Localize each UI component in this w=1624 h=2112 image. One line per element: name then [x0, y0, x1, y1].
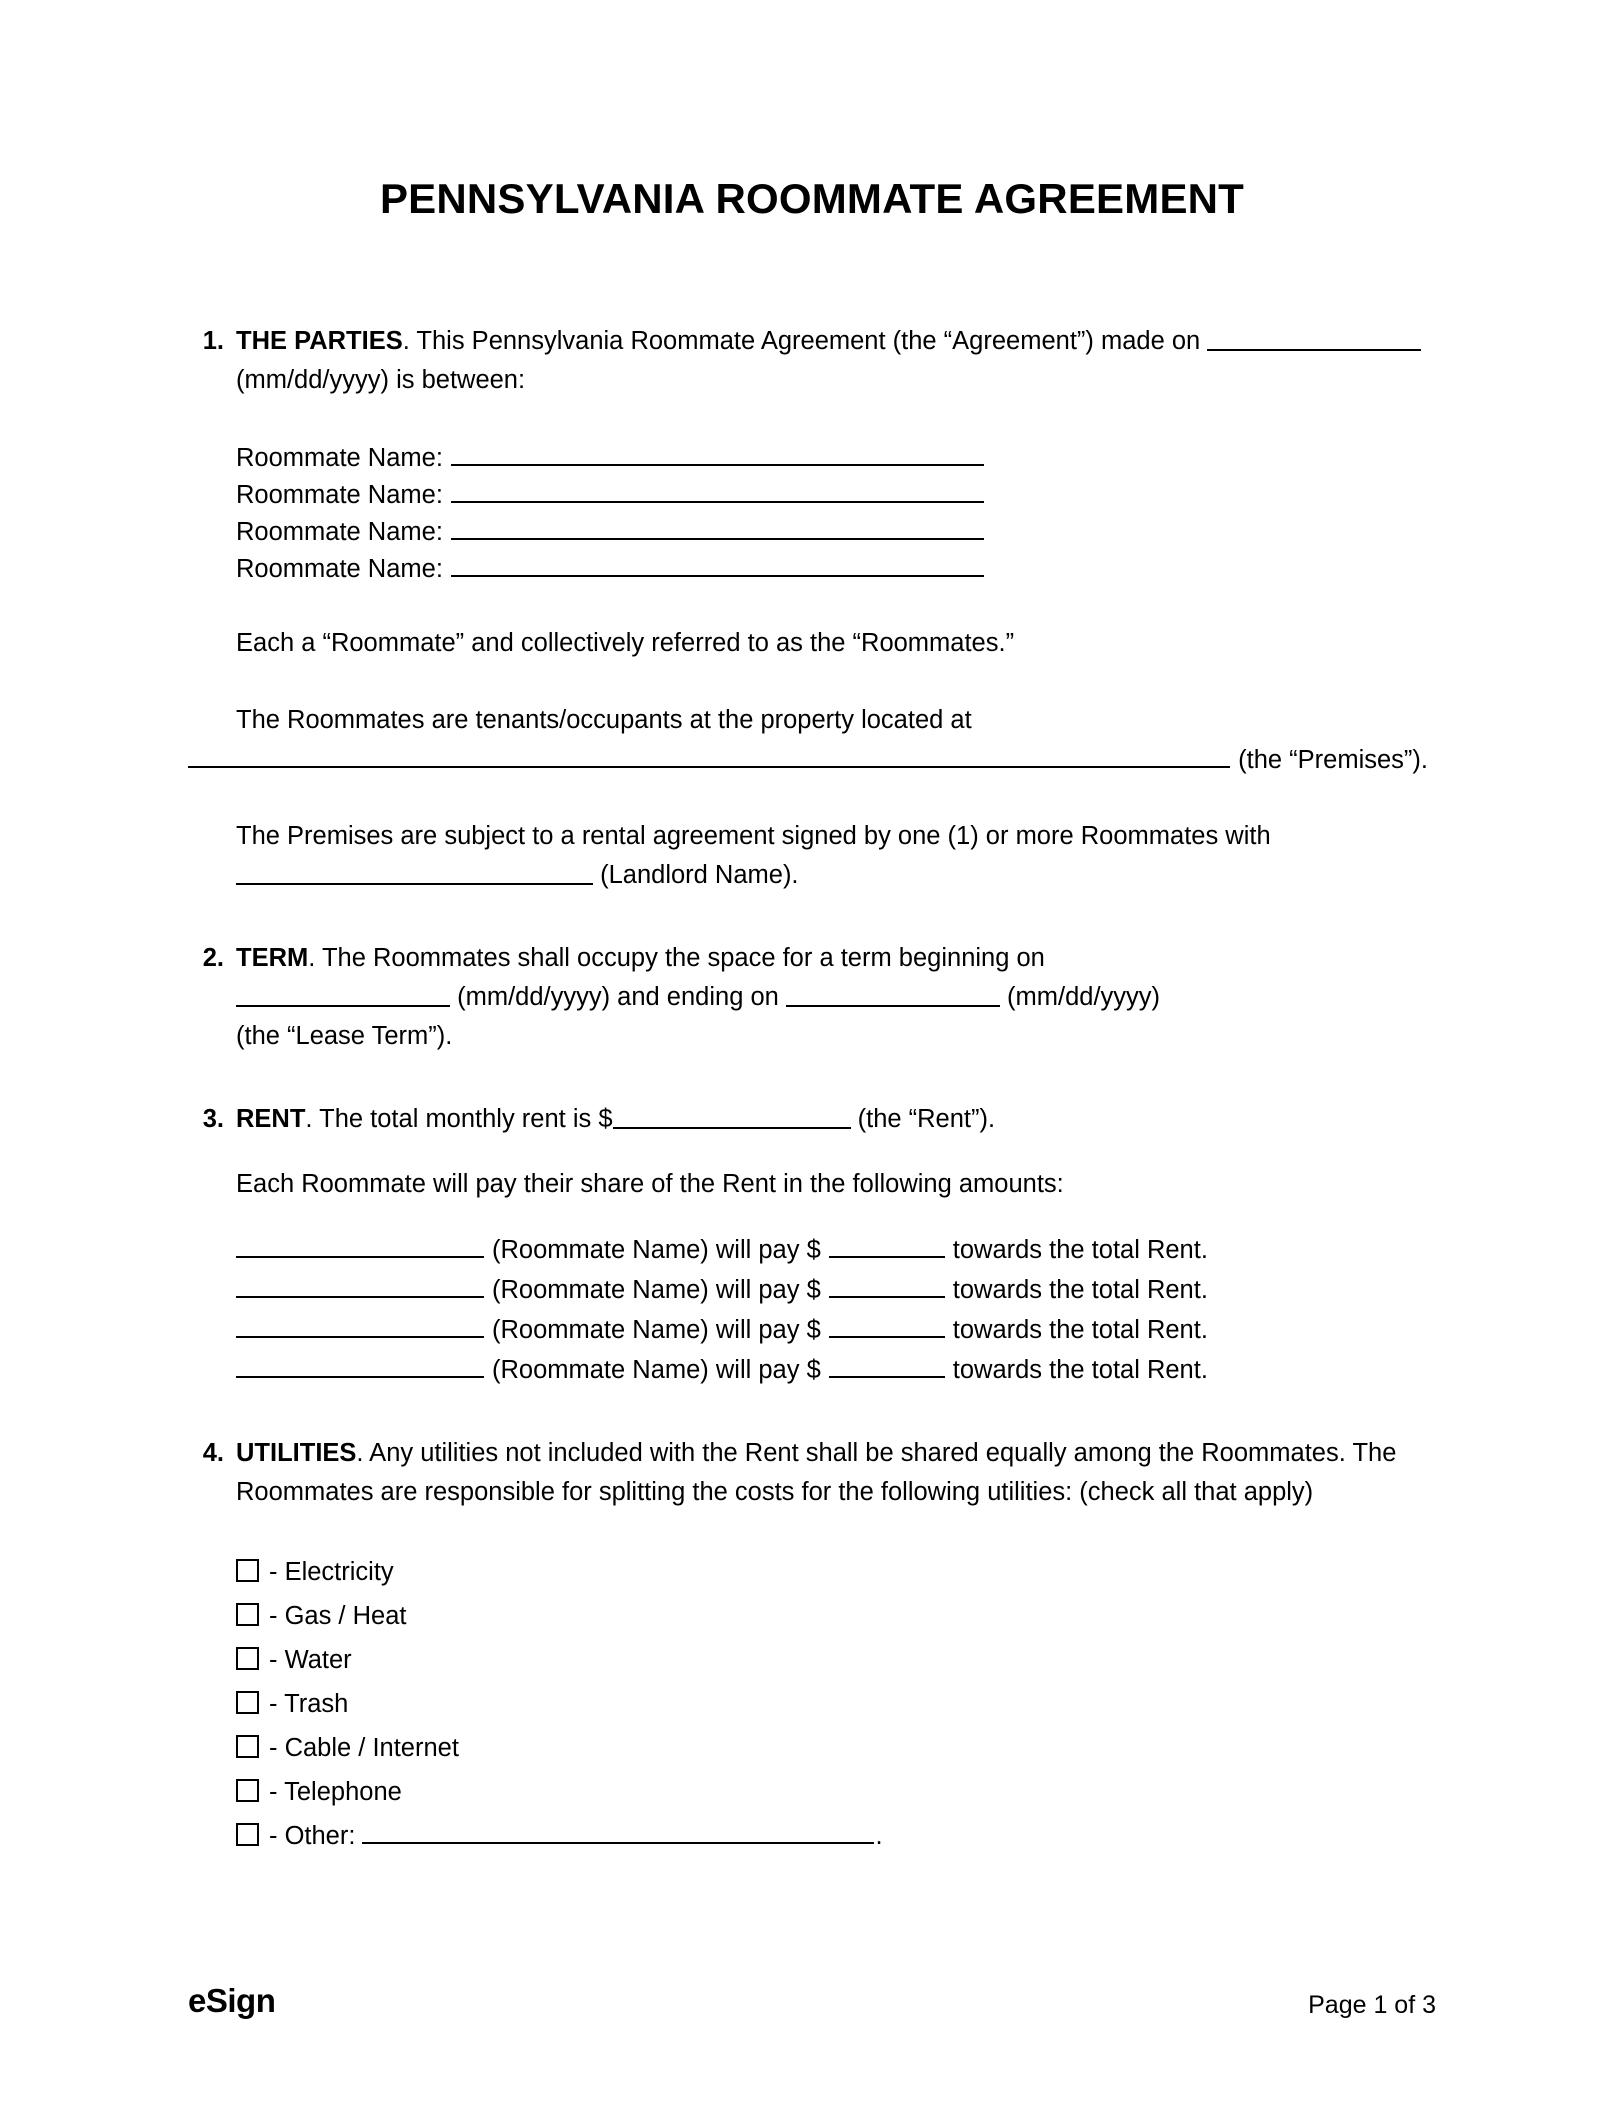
roommate-name-row-4	[236, 549, 1428, 586]
rent-split-list	[188, 1230, 1428, 1390]
checkbox-icon[interactable]	[236, 1647, 259, 1670]
agreement-date-format: (mm/dd/yyyy) is between:	[236, 366, 526, 394]
clause-utilities	[188, 1434, 1428, 1512]
spacer	[188, 400, 1428, 438]
spacer	[188, 895, 1428, 939]
term-dates-row	[188, 978, 1428, 1017]
spacer	[188, 1056, 1428, 1100]
premises-tail: (the “Premises”).	[1238, 746, 1428, 774]
roommate-name-input-3[interactable]	[451, 512, 984, 540]
rent-split-row	[236, 1350, 1428, 1390]
agreement-date-input[interactable]	[1207, 322, 1421, 351]
page-footer	[188, 1982, 1436, 2020]
premises-intro: The Roommates are tenants/occupants at the property located at	[236, 706, 972, 734]
clause-number: 3.	[202, 1105, 224, 1133]
utility-other-period: .	[875, 1822, 883, 1850]
rent-split-amount-input-2[interactable]	[829, 1270, 945, 1298]
spacer	[188, 1139, 1428, 1165]
checkbox-icon[interactable]	[236, 1779, 259, 1802]
roommate-name-row-3	[236, 512, 1428, 549]
roommate-name-input-4[interactable]	[451, 549, 984, 577]
clause-heading: TERM	[236, 944, 309, 972]
landlord-tail: (Landlord Name).	[600, 861, 799, 889]
utility-option-label: - Cable / Internet	[269, 1734, 459, 1762]
rent-split-amount-input-1[interactable]	[829, 1230, 945, 1258]
clause-heading: RENT	[236, 1105, 306, 1133]
utility-option-label: - Electricity	[269, 1558, 394, 1586]
clause-rent	[188, 1100, 1428, 1139]
roommate-names-list	[188, 438, 1428, 586]
clause-text	[236, 939, 1428, 978]
utility-option-label: - Gas / Heat	[269, 1602, 407, 1630]
rent-split-name-input-2[interactable]	[236, 1270, 484, 1298]
landlord-intro: The Premises are subject to a rental agreement signed by one (1) or more Roommates with	[236, 822, 1271, 850]
document-body	[188, 322, 1428, 1858]
clause-number: 1.	[202, 327, 224, 355]
collective-definition: Each a “Roommate” and collectively referred to as the “Roommates.”	[236, 629, 1015, 657]
utility-option-label: - Trash	[269, 1690, 349, 1718]
utilities-checkbox-list	[188, 1550, 1428, 1858]
clause-text	[236, 322, 1428, 400]
total-rent-input[interactable]	[613, 1100, 851, 1129]
landlord-row	[188, 856, 1428, 895]
checkbox-icon[interactable]	[236, 1603, 259, 1626]
rent-split-row	[236, 1230, 1428, 1270]
clause-text	[236, 1434, 1428, 1512]
rent-split-name-input-3[interactable]	[236, 1310, 484, 1338]
utility-option-cable-internet[interactable]	[236, 1726, 1428, 1770]
roommate-name-label: Roommate Name:	[236, 444, 443, 472]
checkbox-icon[interactable]	[236, 1735, 259, 1758]
spacer	[188, 1512, 1428, 1550]
spacer	[188, 663, 1428, 701]
spacer	[188, 1390, 1428, 1434]
utility-option-water[interactable]	[236, 1638, 1428, 1682]
spacer	[188, 779, 1428, 817]
page-title: PENNSYLVANIA ROOMMATE AGREEMENT	[379, 175, 1245, 222]
term-end-date-format: (mm/dd/yyyy)	[1007, 983, 1161, 1011]
term-intro: . The Roommates shall occupy the space for a term beginning on	[308, 944, 1045, 972]
rent-split-tail: towards the total Rent.	[952, 1316, 1208, 1344]
rent-split-tail: towards the total Rent.	[952, 1276, 1208, 1304]
spacer	[188, 586, 1428, 624]
utility-option-label: - Telephone	[269, 1778, 402, 1806]
utility-option-trash[interactable]	[236, 1682, 1428, 1726]
rent-split-name-input-1[interactable]	[236, 1230, 484, 1258]
page-number: Page 1 of 3	[1308, 1991, 1436, 2019]
roommate-name-input-2[interactable]	[451, 475, 984, 503]
landlord-name-input[interactable]	[236, 856, 593, 885]
rent-split-mid: (Roommate Name) will pay $	[492, 1356, 821, 1384]
rent-split-mid: (Roommate Name) will pay $	[492, 1276, 821, 1304]
utility-option-gas-heat[interactable]	[236, 1594, 1428, 1638]
roommate-name-label: Roommate Name:	[236, 555, 443, 583]
utility-other-input[interactable]	[362, 1816, 874, 1844]
utility-option-label: - Water	[269, 1646, 352, 1674]
roommate-name-label: Roommate Name:	[236, 518, 443, 546]
rent-intro: . The total monthly rent is $	[305, 1105, 613, 1133]
rent-split-row	[236, 1270, 1428, 1310]
checkbox-icon[interactable]	[236, 1691, 259, 1714]
utility-option-other[interactable]	[236, 1814, 1428, 1858]
term-mid-text: (mm/dd/yyyy) and ending on	[457, 983, 779, 1011]
rent-split-amount-input-4[interactable]	[829, 1350, 945, 1378]
utility-other-label: - Other:	[269, 1822, 356, 1850]
utility-option-electricity[interactable]	[236, 1550, 1428, 1594]
esign-logo: eSign	[188, 1982, 276, 2019]
checkbox-icon[interactable]	[236, 1559, 259, 1582]
premises-address-row	[188, 740, 1428, 779]
clause-term	[188, 939, 1428, 978]
roommate-name-input-1[interactable]	[451, 438, 984, 466]
rent-tail: (the “Rent”).	[857, 1105, 996, 1133]
term-end-date-input[interactable]	[786, 978, 1000, 1007]
rent-split-amount-input-3[interactable]	[829, 1310, 945, 1338]
rent-split-tail: towards the total Rent.	[952, 1236, 1208, 1264]
rent-split-tail: towards the total Rent.	[952, 1356, 1208, 1384]
rent-shares-intro: Each Roommate will pay their share of the Rent in the following amounts:	[236, 1170, 1064, 1198]
clause-heading: UTILITIES	[236, 1439, 357, 1467]
rent-split-mid: (Roommate Name) will pay $	[492, 1316, 821, 1344]
rent-split-mid: (Roommate Name) will pay $	[492, 1236, 821, 1264]
clause-number: 4.	[202, 1439, 224, 1467]
clause-text	[236, 1100, 1428, 1139]
utility-option-telephone[interactable]	[236, 1770, 1428, 1814]
roommate-name-label: Roommate Name:	[236, 481, 443, 509]
rent-split-row	[236, 1310, 1428, 1350]
clause-the-parties	[188, 322, 1428, 400]
term-start-date-input[interactable]	[236, 978, 450, 1007]
roommate-name-row-2	[236, 475, 1428, 512]
utilities-body: . Any utilities not included with the Rent shall be shared equally among the Roommates. The Roommates are responsible for splitting the costs for the following utilities: (check all that apply)	[236, 1439, 1397, 1506]
checkbox-icon[interactable]	[236, 1823, 259, 1846]
roommate-name-row-1	[236, 438, 1428, 475]
spacer	[188, 1204, 1428, 1230]
clause-number: 2.	[202, 944, 224, 972]
rent-split-name-input-4[interactable]	[236, 1350, 484, 1378]
premises-address-input[interactable]	[188, 740, 1230, 768]
clause-intro: . This Pennsylvania Roommate Agreement (the “Agreement”) made on	[402, 327, 1201, 355]
clause-heading: THE PARTIES	[236, 327, 403, 355]
term-tail: (the “Lease Term”).	[236, 1022, 453, 1050]
